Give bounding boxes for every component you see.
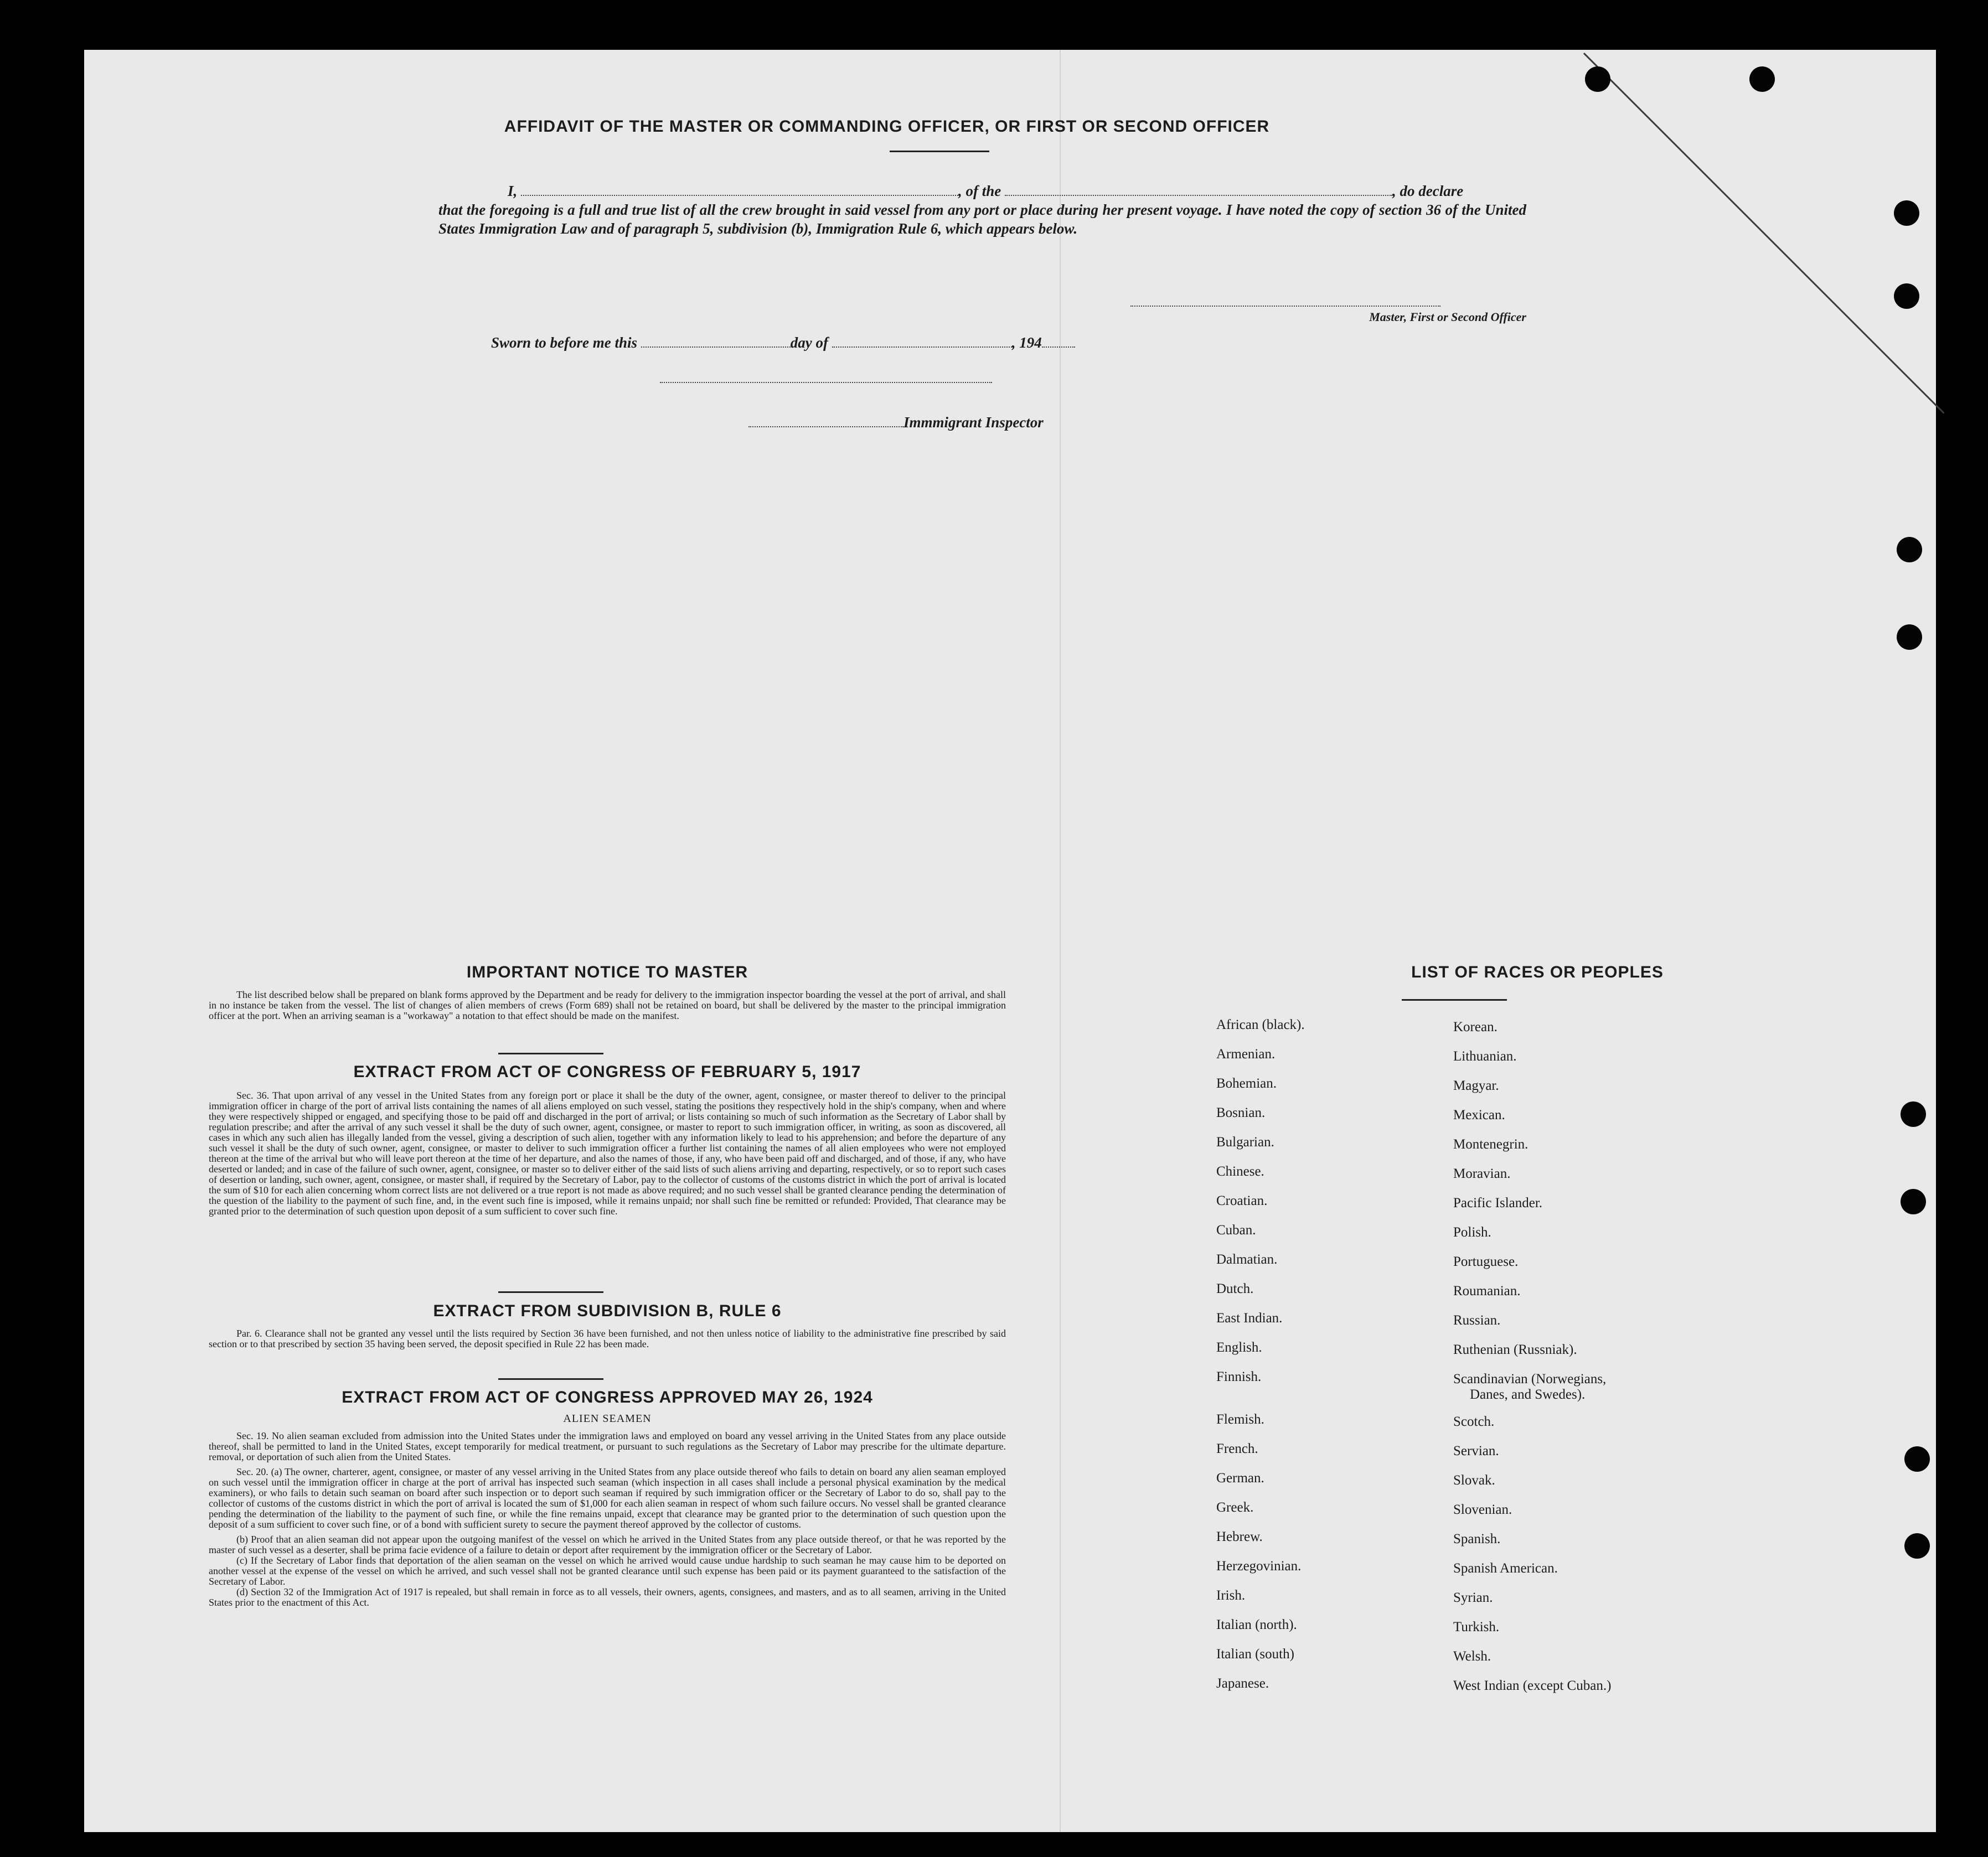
extract-1917-title: EXTRACT FROM ACT OF CONGRESS OF FEBRUARY 5, 1917 bbox=[353, 1063, 861, 1081]
extract-1924-paragraph: (b) Proof that an alien seaman did not appear upon the outgoing manifest of the vessel on which he arrived in the United States from any place outside thereof, or that he was reported by the master of such vessel as a deserter, shall be prima facie evidence of a failure to detain or deport after requirement by the immigration officer or the Secretary of Labor. bbox=[209, 1534, 1006, 1555]
extract-1924-paragraph: (d) Section 32 of the Immigration Act of 1917 is repealed, but shall remain in force as to all vessels, their owners, agents, consignees, and masters, and as to all seamen, arriving in the United States prior to the enactment of this Act. bbox=[209, 1586, 1006, 1608]
divider bbox=[1402, 999, 1507, 1001]
race-item: Armenian. bbox=[1216, 1047, 1276, 1062]
race-item: Chinese. bbox=[1216, 1164, 1264, 1179]
race-item: Slovak. bbox=[1453, 1473, 1495, 1488]
race-item: Syrian. bbox=[1453, 1590, 1493, 1605]
punch-hole bbox=[1897, 624, 1922, 650]
extract-1917-text bbox=[209, 1090, 1006, 1217]
race-item: Slovenian. bbox=[1453, 1502, 1512, 1517]
punch-hole bbox=[1894, 283, 1919, 309]
declaration-i: I, bbox=[508, 183, 518, 199]
punch-hole bbox=[1894, 200, 1919, 226]
race-item: Spanish. bbox=[1453, 1532, 1501, 1546]
subdivision-b-body: Par. 6. Clearance shall not be granted any vessel until the lists required by Section 36 have been furnished, and not then unless notice of liability to the administrative fine prescribed by said section or to that prescribed by section 35 having been served, the deposit specified in Rule 22 has been made. bbox=[209, 1328, 1006, 1349]
subdivision-b-text bbox=[209, 1328, 1006, 1349]
divider bbox=[498, 1053, 603, 1054]
race-item: Greek. bbox=[1216, 1500, 1254, 1515]
punch-hole bbox=[1901, 1189, 1926, 1214]
notice-body: The list described below shall be prepared on blank forms approved by the Department and be ready for delivery to the immigration inspector boarding the vessel at the port of arrival, and shall in no instance be taken from the vessel. The list of changes of alien members of crews (Form 689) shall not be retained on board, but shall be delivered by the master to the principal immigration officer at the port. When an arriving seaman is a "workaway" a notation to that effect should be made on the manifest. bbox=[209, 989, 1006, 1021]
page-fold bbox=[1060, 50, 1061, 1832]
affidavit-title: AFFIDAVIT OF THE MASTER OR COMMANDING OFFICER, OR FIRST OR SECOND OFFICER bbox=[504, 117, 1270, 136]
divider bbox=[890, 151, 989, 152]
punch-hole bbox=[1897, 537, 1922, 562]
punch-hole bbox=[1585, 66, 1610, 92]
race-item: Dutch. bbox=[1216, 1281, 1254, 1296]
race-item: Bohemian. bbox=[1216, 1076, 1277, 1091]
race-item: Cuban. bbox=[1216, 1223, 1256, 1238]
race-item: English. bbox=[1216, 1340, 1262, 1355]
notice-text bbox=[209, 990, 1006, 1021]
race-item: Italian (north). bbox=[1216, 1617, 1297, 1632]
punch-hole bbox=[1901, 1101, 1926, 1127]
race-item: Italian (south) bbox=[1216, 1647, 1294, 1662]
corner-fold-line bbox=[1583, 53, 1945, 414]
declaration-of: , of the bbox=[958, 183, 1001, 199]
race-item: Irish. bbox=[1216, 1588, 1246, 1603]
extract-1924-paragraph: Sec. 19. No alien seaman excluded from admission into the United States under the immigration laws and employed on board any vessel arriving in the United States from any place outside thereof, shall be permitted to land in the United States, except temporarily for medical treatment, or pursuant to such regulations as the Secretary of Labor may prescribe for the ultimate departure. removal, or deportation of such alien from the United States. bbox=[209, 1430, 1006, 1462]
race-item: Herzegovinian. bbox=[1216, 1559, 1302, 1574]
race-item: Polish. bbox=[1453, 1225, 1491, 1240]
declaration-line bbox=[438, 182, 1526, 200]
race-item: Scandinavian (Norwegians, bbox=[1453, 1372, 1607, 1387]
declaration-body: that the foregoing is a full and true list of all the crew brought in said vessel from any port or place during her present voyage. I have noted the copy of section 36 of the United States Immigration Law and of paragraph 5, subdivision (b), Immigration Rule 6, which appears below. bbox=[438, 201, 1526, 237]
document-sheet bbox=[84, 50, 1936, 1832]
sworn-year-blank bbox=[1042, 335, 1075, 348]
notice-title: IMPORTANT NOTICE TO MASTER bbox=[466, 963, 748, 981]
race-item: French. bbox=[1216, 1441, 1258, 1456]
extract-1924-text bbox=[209, 1431, 1006, 1608]
sworn-month-blank bbox=[832, 335, 1012, 348]
race-item: German. bbox=[1216, 1471, 1264, 1486]
race-item: Korean. bbox=[1453, 1020, 1498, 1034]
punch-hole bbox=[1749, 66, 1775, 92]
race-item: Roumanian. bbox=[1453, 1284, 1521, 1299]
sworn-line bbox=[491, 333, 1075, 352]
race-item: Montenegrin. bbox=[1453, 1137, 1529, 1152]
race-item: African (black). bbox=[1216, 1017, 1305, 1032]
race-item: Danes, and Swedes). bbox=[1470, 1387, 1586, 1402]
race-item: Spanish American. bbox=[1453, 1561, 1558, 1576]
sworn-year: , 194 bbox=[1011, 334, 1042, 351]
race-item: Moravian. bbox=[1453, 1166, 1511, 1181]
inspector-line bbox=[748, 413, 1044, 432]
extract-1924-paragraph: (c) If the Secretary of Labor finds that deportation of the alien seaman on the vessel on which he arrived would cause undue hardship to such seaman he may cause him to be deported on another vessel at the expense of the vessel on which he arrived, and such vessel shall not be granted clearance until such expense has been paid or its payment guaranteed to the satisfaction of the Secretary of Labor. bbox=[209, 1555, 1006, 1587]
extract-1924-title: EXTRACT FROM ACT OF CONGRESS APPROVED MAY 26, 1924 bbox=[342, 1388, 873, 1406]
race-item: Turkish. bbox=[1453, 1620, 1500, 1634]
race-item: Mexican. bbox=[1453, 1108, 1505, 1123]
race-item: Dalmatian. bbox=[1216, 1252, 1278, 1267]
race-item: Scotch. bbox=[1453, 1414, 1495, 1429]
race-item: Pacific Islander. bbox=[1453, 1196, 1543, 1211]
extract-1917-body: Sec. 36. That upon arrival of any vessel in the United States from any foreign port or place it shall be the duty of the owner, agent, consignee, or master thereof to deliver to the principal immigration officer in charge of the port of arrival lists containing the names of all aliens employed on such vessel, stating the positions they respectively hold in the ship's company, when and where they were respectively shipped or engaged, and specifying those to be paid off and discharged in the port of arrival; or lists containing so much of such information as the Secretary of Labor shall by regulation prescribe; and after the arrival of any such vessel it shall be the duty of such owner, agent, consignee, or master to report to such immigration officer, in writing, as soon as discovered, all cases in which any such alien has illegally landed from the vessel, giving a description of such alien, together with any information likely to lead to his apprehension; and before the departure of any such vessel it shall be the duty of such owner, agent, consignee, or master to deliver to such immigration officer a further list containing the names of all alien employees who were not employed thereon at the time of the arrival but who will leave port thereon at the time of her departure, and also the names of those, if any, who have been paid off and discharged, and of those, if any, who have deserted or landed; and in case of the failure of such owner, agent, consignee, or master so to deliver either of the said lists of such aliens arriving and departing, respectively, or so to report such cases of desertion or landing, such owner, agent, consignee, or master shall, if required by the Secretary of Labor, pay to the collector of customs of the customs district in which the port of arrival is located the sum of $10 for each alien concerning whom correct lists are not delivered or a true report is not made as above required; and no such vessel shall be granted clearance pending the determination of the question of the liability to the payment of such fine, and, in the event such fine is imposed, while it remains unpaid; nor shall such fine be remitted or refunded: Provided, That clearance may be granted prior to the determination of such question upon deposit of a sum sufficient to cover such fine. bbox=[209, 1090, 1006, 1217]
race-item: Croatian. bbox=[1216, 1193, 1268, 1208]
race-item: Bosnian. bbox=[1216, 1105, 1266, 1120]
subdivision-b-title: EXTRACT FROM SUBDIVISION B, RULE 6 bbox=[433, 1302, 782, 1320]
race-item: Portuguese. bbox=[1453, 1254, 1519, 1269]
punch-hole bbox=[1904, 1446, 1930, 1472]
divider bbox=[498, 1378, 603, 1380]
race-item: Finnish. bbox=[1216, 1369, 1262, 1384]
race-item: West Indian (except Cuban.) bbox=[1453, 1678, 1612, 1693]
race-item: Servian. bbox=[1453, 1444, 1499, 1458]
inspector-blank bbox=[748, 415, 903, 427]
inspector-signature-line bbox=[660, 382, 992, 383]
race-item: Magyar. bbox=[1453, 1078, 1499, 1093]
vessel-blank bbox=[1005, 184, 1392, 196]
punch-hole bbox=[1904, 1533, 1930, 1559]
race-item: Bulgarian. bbox=[1216, 1135, 1274, 1150]
races-title: LIST OF RACES OR PEOPLES bbox=[1411, 963, 1664, 981]
affidavit-declaration bbox=[438, 182, 1526, 238]
inspector-label: Immmigrant Inspector bbox=[903, 414, 1044, 431]
signature-line bbox=[1130, 306, 1440, 307]
extract-1924-subtitle: ALIEN SEAMEN bbox=[563, 1413, 652, 1425]
sworn-day-blank bbox=[641, 335, 791, 348]
sworn-day: day of bbox=[790, 334, 829, 351]
race-item: Lithuanian. bbox=[1453, 1049, 1517, 1064]
declaration-declare: , do declare bbox=[1392, 183, 1464, 199]
race-item: East Indian. bbox=[1216, 1311, 1283, 1326]
name-blank bbox=[521, 184, 958, 196]
signature-label: Master, First or Second Officer bbox=[1369, 310, 1526, 324]
race-item: Flemish. bbox=[1216, 1412, 1264, 1427]
sworn-prefix: Sworn to before me this bbox=[491, 334, 638, 351]
race-item: Japanese. bbox=[1216, 1676, 1269, 1691]
race-item: Hebrew. bbox=[1216, 1529, 1263, 1544]
race-item: Russian. bbox=[1453, 1313, 1501, 1328]
extract-1924-paragraph: Sec. 20. (a) The owner, charterer, agent, consignee, or master of any vessel arriving in the United States from any place outside thereof who fails to detain on board any alien seaman employed on such vessel until the immigration officer in charge at the port of arrival has inspected such seaman (which inspection in all cases shall include a personal physical examination by the medical examiners), or who fails to detain such seaman on board after such inspection or to deport such seaman if required by such immigration officer or the Secretary of Labor to do so, shall pay to the collector of customs of the customs district in which the port of arrival is located the sum of $1,000 for each alien seaman in respect of whom such failure occurs. No vessel shall be granted clearance pending the determination of the liability to the payment of such fine, or while the fine remains unpaid, except that clearance may be granted prior to the determination of such question upon the deposit of a sum sufficient to cover such fine, or of a bond with sufficient surety to secure the payment thereof approved by the collector of customs. bbox=[209, 1466, 1006, 1530]
race-item: Welsh. bbox=[1453, 1649, 1491, 1664]
race-item: Ruthenian (Russniak). bbox=[1453, 1342, 1577, 1357]
divider bbox=[498, 1291, 603, 1293]
